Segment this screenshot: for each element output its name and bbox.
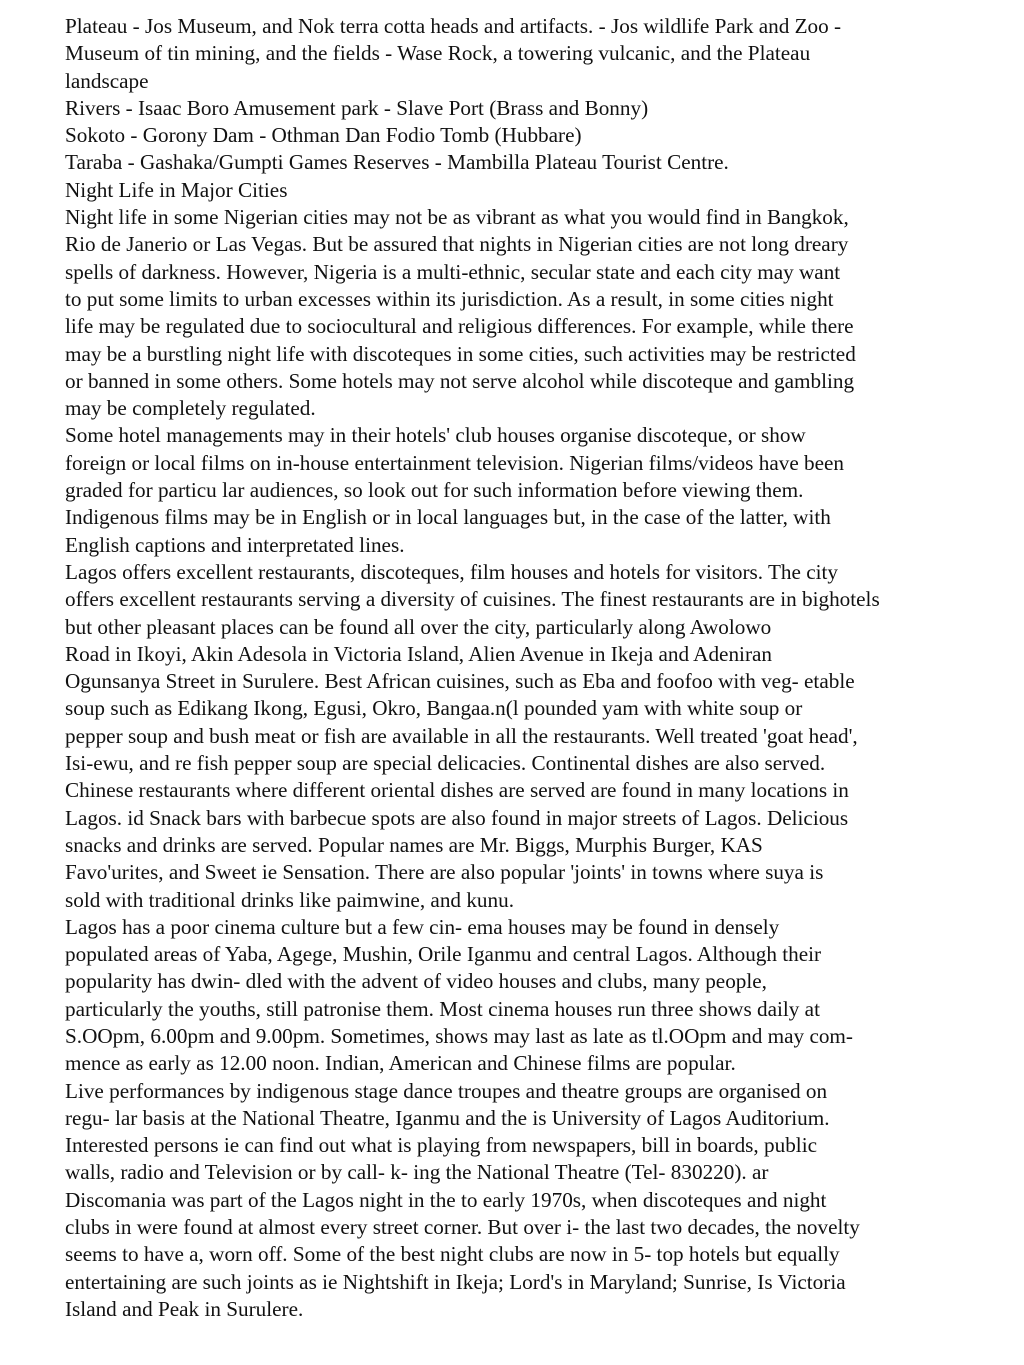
text-line: Lagos offers excellent restaurants, discoteques, film houses and hotels for visitors. The city [65, 559, 838, 584]
text-line: Live performances by indigenous stage dance troupes and theatre groups are organised on [65, 1078, 828, 1103]
text-line: particularly the youths, still patronise them. Most cinema houses run three shows daily at [65, 996, 820, 1021]
text-line: Isi-ewu, and re fish pepper soup are special delicacies. Continental dishes are also served. [65, 751, 826, 776]
text-line: soup such as Edikang Ikong, Egusi, Okro, Bangaa.n(l pounded yam with white soup or [65, 696, 803, 721]
text-line: sold with traditional drinks like paimwine, and kunu. [65, 887, 514, 912]
text-line: Indigenous films may be in English or in local languages but, in the case of the latter, with [65, 505, 831, 530]
text-line: Taraba - Gashaka/Gumpti Games Reserves - Mambilla Plateau Tourist Centre. [65, 150, 729, 175]
text-line: Interested persons ie can find out what is playing from newspapers, bill in boards, public [65, 1133, 817, 1158]
document-page [65, 13, 965, 1323]
text-line: walls, radio and Television or by call- k- ing the National Theatre (Tel- 830220). ar [65, 1160, 769, 1185]
text-line: Sokoto - Gorony Dam - Othman Dan Fodio Tomb (Hubbare) [65, 123, 582, 148]
text-line: Rio de Janerio or Las Vegas. But be assured that nights in Nigerian cities are not long dreary [65, 232, 849, 257]
text-line: Chinese restaurants where different oriental dishes are served are found in many locations in [65, 778, 849, 803]
text-line: Plateau - Jos Museum, and Nok terra cotta heads and artifacts. - Jos wildlife Park and Zoo - [65, 14, 842, 38]
text-line: Museum of tin mining, and the fields - Wase Rock, a towering vulcanic, and the Plateau [65, 41, 811, 66]
text-line: Road in Ikoyi, Akin Adesola in Victoria Island, Alien Avenue in Ikeja and Adeniran [65, 641, 772, 666]
text-line: pepper soup and bush meat or fish are available in all the restaurants. Well treated 'goat head', [65, 723, 858, 748]
text-line: Rivers - Isaac Boro Amusement park - Slave Port (Brass and Bonny) [65, 95, 649, 120]
text-line: to put some limits to urban excesses within its jurisdiction. As a result, in some cities night [65, 286, 834, 311]
text-line: landscape [65, 68, 149, 93]
text-line: populated areas of Yaba, Agege, Mushin, Orile Iganmu and central Lagos. Although their [65, 942, 822, 967]
text-line: graded for particu lar audiences, so look out for such information before viewing them. [65, 478, 804, 503]
text-line: foreign or local films on in-house entertainment television. Nigerian films/videos have been [65, 450, 845, 475]
text-line: spells of darkness. However, Nigeria is a multi-ethnic, secular state and each city may want [65, 259, 841, 284]
text-line: but other pleasant places can be found all over the city, particularly along Awolowo [65, 614, 772, 639]
text-line: Lagos. id Snack bars with barbecue spots are also found in major streets of Lagos. Delicious [65, 805, 849, 830]
text-line: offers excellent restaurants serving a diversity of cuisines. The finest restaurants are in bighotels [65, 587, 880, 612]
text-line: Island and Peak in Surulere. [65, 1296, 304, 1321]
section-heading: Night Life in Major Cities [65, 177, 288, 202]
text-line: Ogunsanya Street in Surulere. Best African cuisines, such as Eba and foofoo with veg- etable [65, 669, 855, 694]
text-line: S.OOpm, 6.00pm and 9.00pm. Sometimes, shows may last as late as tl.OOpm and may com- [65, 1023, 853, 1048]
text-line: English captions and interpretated lines. [65, 532, 405, 557]
text-line: clubs in were found at almost every street corner. But over i- the last two decades, the novelty [65, 1215, 860, 1240]
text-line: mence as early as 12.00 noon. Indian, American and Chinese films are popular. [65, 1051, 736, 1076]
text-line: life may be regulated due to sociocultural and religious differences. For example, while there [65, 314, 854, 339]
text-line: Lagos has a poor cinema culture but a few cin- ema houses may be found in densely [65, 914, 780, 939]
text-line: popularity has dwin- dled with the advent of video houses and clubs, many people, [65, 969, 767, 994]
text-line: regu- lar basis at the National Theatre, Iganmu and the is University of Lagos Auditorium. [65, 1105, 830, 1130]
text-line: may be a burstling night life with discoteques in some cities, such activities may be restricted [65, 341, 856, 366]
text-line: Night life in some Nigerian cities may not be as vibrant as what you would find in Bangkok, [65, 205, 849, 230]
text-line: Some hotel managements may in their hotels' club houses organise discoteque, or show [65, 423, 806, 448]
text-line: may be completely regulated. [65, 396, 316, 421]
text-line: Discomania was part of the Lagos night in the to early 1970s, when discoteques and night [65, 1187, 827, 1212]
text-line: snacks and drinks are served. Popular names are Mr. Biggs, Murphis Burger, KAS [65, 832, 763, 857]
text-line: Favo'urites, and Sweet ie Sensation. There are also popular 'joints' in towns where suya is [65, 860, 824, 885]
text-line: or banned in some others. Some hotels may not serve alcohol while discoteque and gambling [65, 368, 855, 393]
text-line: entertaining are such joints as ie Nightshift in Ikeja; Lord's in Maryland; Sunrise, Is Victoria [65, 1269, 846, 1294]
text-line: seems to have a, worn off. Some of the best night clubs are now in 5- top hotels but equally [65, 1242, 840, 1267]
